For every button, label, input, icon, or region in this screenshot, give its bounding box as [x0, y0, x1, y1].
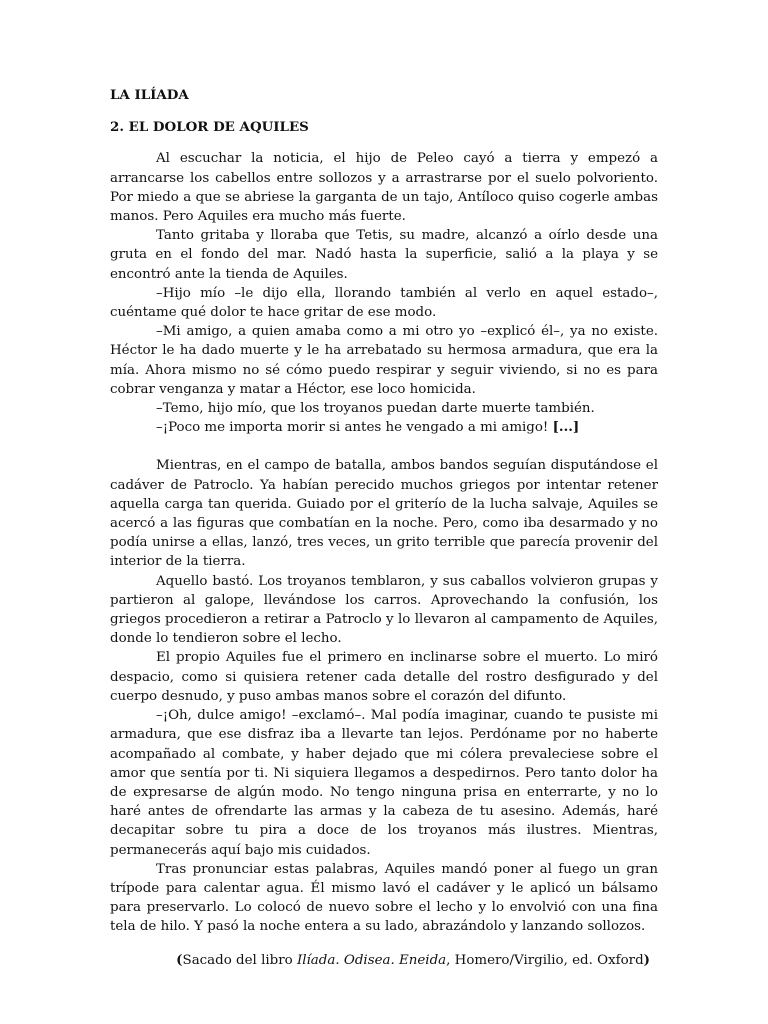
paragraph [110, 418, 658, 437]
source-prefix: Sacado del libro [182, 952, 297, 968]
document-title: LA ILÍADA [110, 87, 189, 103]
paragraph: Tanto gritaba y lloraba que Tetis, su madre, alcanzó a oírlo desde una gruta en el fondo del mar. Nadó hasta la superficie, salió a la playa y se encontró ante la tienda de Aquiles. [110, 228, 658, 282]
paragraph: –Hijo mío –le dijo ella, llorando también al verlo en aquel estado–, cuéntame qué dolor te hace gritar de ese modo. [110, 285, 658, 321]
source-citation [110, 951, 658, 970]
paragraph-break [110, 437, 658, 456]
dialogue-line: –¡Poco me importa morir si antes he vengado a mi amigo! [156, 420, 553, 436]
paragraph: Al escuchar la noticia, el hijo de Peleo cayó a tierra y empezó a arrancarse los cabellos entre sollozos y a arrastrarse por el suelo polvoriento. Por miedo a que se abriese la garganta de un tajo, Antíloco quiso cogerle ambas manos. Pero Aquiles era mucho más fuerte. [110, 151, 658, 225]
paragraph: –Temo, hijo mío, que los troyanos puedan darte muerte también. [156, 401, 595, 417]
paragraph: Mientras, en el campo de batalla, ambos bandos seguían disputándose el cadáver de Patroclo. Ya habían perecido muchos griegos por intentar retener aquella carga tan querida. Guiado por el griterío de la lucha salvaje, Aquiles se acercó a las figuras que combatían en la noche. Pero, como iba desarmado y no podía unirse a ellas, lanzó, tres veces, un grito terrible que parecía provenir del interior de la tierra. [110, 458, 658, 570]
section-heading: 2. EL DOLOR DE AQUILES [110, 119, 309, 136]
source-suffix: , Homero/Virgilio, ed. Oxford [446, 952, 644, 968]
paragraph: El propio Aquiles fue el primero en inclinarse sobre el muerto. Lo miró despacio, como si quisiera retener cada detalle del rostro desfigurado y del cuerpo desnudo, y puso ambas manos sobre el corazón del difunto. [110, 650, 658, 704]
omission-mark: [...] [552, 419, 580, 436]
open-paren: ( [176, 951, 183, 968]
paragraph: –¡Oh, dulce amigo! –exclamó–. Mal podía imaginar, cuando te pusiste mi armadura, que ese disfraz iba a llevarte tan lejos. Perdóname por no haberte acompañado al combate, y haber dejado que mi cólera prevaleciese sobre el amor que sentía por ti. Ni siquiera llegamos a despedirnos. Pero tanto dolor ha de expresarse de algún modo. No tengo ninguna prisa en enterrarte, y no lo haré antes de ofrendarte las armas y la cabeza de tu asesino. Además, haré decapitar sobre tu pira a doce de los troyanos más ilustres. Mientras, permanecerás aquí bajo mis cuidados. [110, 708, 658, 858]
book-title: Ilíada. Odisea. Eneida [296, 952, 447, 968]
paragraph: Tras pronunciar estas palabras, Aquiles mandó poner al fuego un gran trípode para calentar agua. Él mismo lavó el cadáver y le aplicó un bálsamo para preservarlo. Lo colocó de nuevo sobre el lecho y lo envolvió con una fina tela de hilo. Y pasó la noche entera a su lado, abrazándolo y lanzando sollozos. [110, 861, 658, 935]
close-paren: ) [643, 951, 650, 968]
paragraph: –Mi amigo, a quien amaba como a mi otro yo –explicó él–, ya no existe. Héctor le ha dado muerte y le ha arrebatado su hermosa armadura, que era la mía. Ahora mismo no sé cómo puedo respirar y seguir viviendo, si no es para cobrar venganza y matar a Héctor, ese loco homicida. [110, 324, 658, 397]
paragraph: Aquello bastó. Los troyanos temblaron, y sus caballos volvieron grupas y partieron al galope, llevándose los carros. Aprovechando la confusión, los griegos procedieron a retirar a Patroclo y lo llevaron al campamento de Aquiles, donde lo tendieron sobre el lecho. [110, 573, 658, 647]
